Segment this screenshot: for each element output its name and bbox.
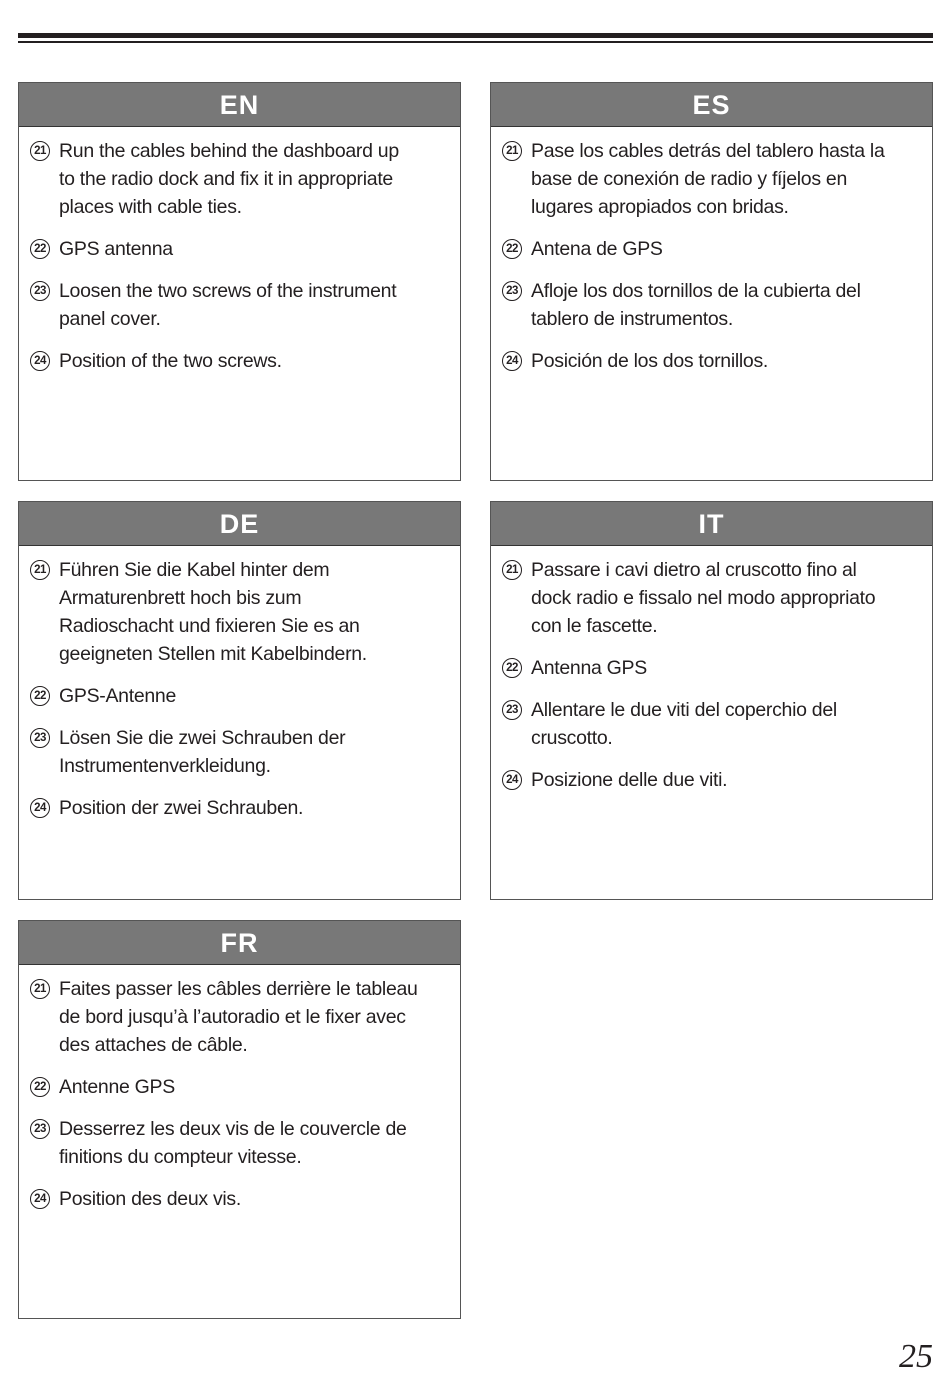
section-en — [18, 82, 461, 481]
circled-number-icon: 23 — [502, 700, 522, 720]
item-text-line: Passare i cavi dietro al cruscotto fino al — [531, 559, 857, 581]
item-text-line: Posizione delle due viti. — [531, 769, 728, 791]
list-item — [491, 696, 932, 752]
circled-number-icon: 24 — [30, 351, 50, 371]
item-text-line: GPS antenna — [59, 238, 173, 260]
item-text-line: de bord jusqu’à l’autoradio et le fixer avec — [59, 1006, 406, 1028]
list-item — [19, 556, 460, 668]
list-item — [491, 137, 932, 221]
circled-number-icon: 23 — [30, 281, 50, 301]
list-item — [19, 1185, 460, 1213]
circled-number-icon: 24 — [30, 1189, 50, 1209]
list-item — [19, 794, 460, 822]
page-number: 25 — [899, 1338, 933, 1375]
item-text-line: Instrumentenverkleidung. — [59, 755, 271, 777]
circled-number-icon: 21 — [502, 560, 522, 580]
item-text-line: dock radio e fissalo nel modo appropriato — [531, 587, 876, 609]
section-es — [490, 82, 933, 481]
circled-number-icon: 23 — [30, 728, 50, 748]
list-item — [19, 682, 460, 710]
item-text-line: geeigneten Stellen mit Kabelbindern. — [59, 643, 367, 665]
header-rule-thick — [18, 33, 933, 38]
item-text-line: cruscotto. — [531, 727, 613, 749]
list-item — [19, 137, 460, 221]
list-item — [19, 975, 460, 1059]
item-text-line: Faites passer les câbles derrière le tableau — [59, 978, 418, 1000]
item-text-line: tablero de instrumentos. — [531, 308, 733, 330]
list-item — [491, 556, 932, 640]
circled-number-icon: 23 — [502, 281, 522, 301]
item-text-line: Antena de GPS — [531, 238, 663, 260]
list-item — [19, 235, 460, 263]
item-text-line: Lösen Sie die zwei Schrauben der — [59, 727, 346, 749]
section-de — [18, 501, 461, 900]
circled-number-icon: 22 — [502, 658, 522, 678]
item-text-line: lugares apropiados con bridas. — [531, 196, 789, 218]
item-text-line: Allentare le due viti del coperchio del — [531, 699, 837, 721]
item-text-line: to the radio dock and fix it in appropriate — [59, 168, 393, 190]
circled-number-icon: 24 — [30, 798, 50, 818]
item-text-line: finitions du compteur vitesse. — [59, 1146, 302, 1168]
item-list — [19, 546, 460, 822]
circled-number-icon: 21 — [30, 979, 50, 999]
item-text-line: Radioschacht und fixieren Sie es an — [59, 615, 360, 637]
item-text-line: Afloje los dos tornillos de la cubierta del — [531, 280, 861, 302]
list-item — [19, 1073, 460, 1101]
list-item — [19, 724, 460, 780]
item-text-line: places with cable ties. — [59, 196, 242, 218]
circled-number-icon: 21 — [30, 560, 50, 580]
item-list — [491, 127, 932, 375]
list-item — [491, 347, 932, 375]
section-header: FR — [19, 921, 460, 965]
list-item — [491, 654, 932, 682]
circled-number-icon: 22 — [30, 1077, 50, 1097]
item-text-line: base de conexión de radio y fíjelos en — [531, 168, 847, 190]
section-header: IT — [491, 502, 932, 546]
section-it — [490, 501, 933, 900]
item-list — [19, 965, 460, 1213]
item-text-line: Antenne GPS — [59, 1076, 175, 1098]
item-text-line: Posición de los dos tornillos. — [531, 350, 769, 372]
circled-number-icon: 24 — [502, 351, 522, 371]
item-text-line: Run the cables behind the dashboard up — [59, 140, 399, 162]
circled-number-icon: 21 — [502, 141, 522, 161]
circled-number-icon: 21 — [30, 141, 50, 161]
circled-number-icon: 22 — [502, 239, 522, 259]
item-text-line: Position der zwei Schrauben. — [59, 797, 304, 819]
item-text-line: Antenna GPS — [531, 657, 647, 679]
list-item — [19, 277, 460, 333]
section-fr — [18, 920, 461, 1319]
item-list — [491, 546, 932, 794]
item-text-line: Loosen the two screws of the instrument — [59, 280, 397, 302]
list-item — [491, 235, 932, 263]
item-text-line: Position of the two screws. — [59, 350, 282, 372]
list-item — [19, 1115, 460, 1171]
circled-number-icon: 24 — [502, 770, 522, 790]
list-item — [19, 347, 460, 375]
item-text-line: Pase los cables detrás del tablero hasta la — [531, 140, 885, 162]
circled-number-icon: 22 — [30, 686, 50, 706]
item-text-line: GPS-Antenne — [59, 685, 177, 707]
item-text-line: Position des deux vis. — [59, 1188, 242, 1210]
item-text-line: con le fascette. — [531, 615, 658, 637]
section-header: ES — [491, 83, 932, 127]
item-list — [19, 127, 460, 375]
item-text-line: Führen Sie die Kabel hinter dem — [59, 559, 330, 581]
item-text-line: des attaches de câble. — [59, 1034, 248, 1056]
item-text-line: Desserrez les deux vis de le couvercle de — [59, 1118, 407, 1140]
item-text-line: panel cover. — [59, 308, 161, 330]
header-rule-thin — [18, 41, 933, 43]
circled-number-icon: 23 — [30, 1119, 50, 1139]
circled-number-icon: 22 — [30, 239, 50, 259]
section-header: DE — [19, 502, 460, 546]
list-item — [491, 766, 932, 794]
item-text-line: Armaturenbrett hoch bis zum — [59, 587, 302, 609]
list-item — [491, 277, 932, 333]
section-header: EN — [19, 83, 460, 127]
